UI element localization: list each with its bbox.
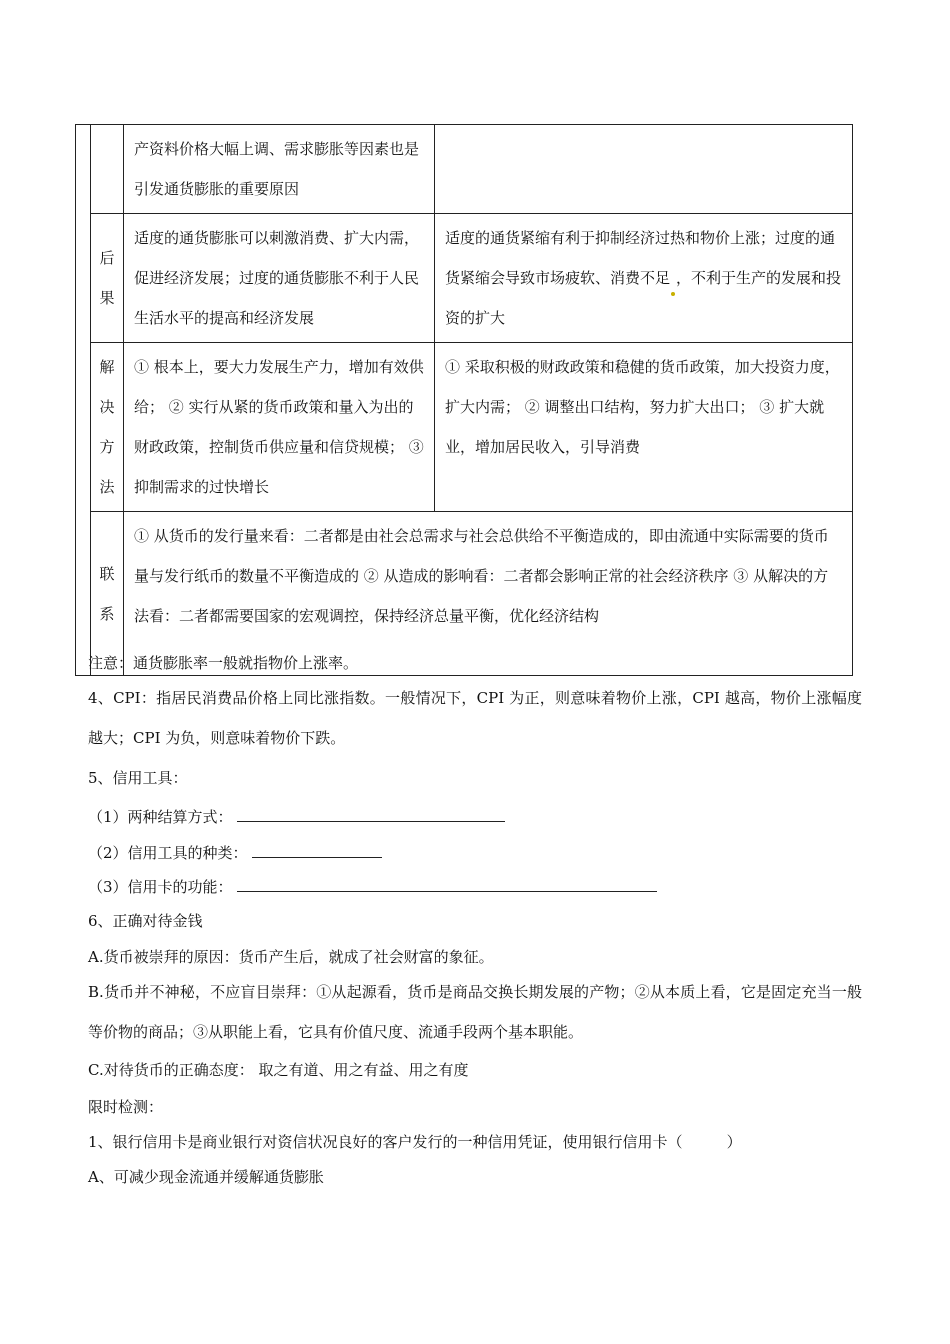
inflation-deflation-table: [75, 124, 853, 676]
money-heading: 6、正确对待金钱: [88, 912, 203, 930]
cell-causes-deflation: [435, 125, 853, 214]
money-point-b: B.货币并不神秘，不应盲目崇拜：①从起源看，货币是商品交换长期发展的产物；②从本质上看，它是固定充当一般等价物的商品；③从职能上看，它具有价值尺度、流通手段两个基本职能。: [88, 983, 862, 1041]
cell-causes-inflation: 产资料价格大幅上调、需求膨胀等因素也是引发通货膨胀的重要原因: [124, 125, 435, 214]
cell-consequences-inflation: 适度的通货膨胀可以刺激消费、扩大内需，促进经济发展；过度的通货膨胀不利于人民生活水平的提高和经济发展: [124, 214, 435, 343]
table-label-empty: [91, 125, 124, 214]
cell-solutions-deflation: ① 采取积极的财政政策和稳健的货币政策，加大投资力度，扩大内需； ② 调整出口结构，努力扩大出口； ③ 扩大就业，增加居民收入，引导消费: [435, 343, 853, 512]
answer-blank-3[interactable]: [237, 877, 657, 892]
answer-blank-1[interactable]: [237, 807, 505, 822]
table-row-consequences: [76, 214, 853, 343]
money-point-a: A.货币被崇拜的原因：货币产生后，就成了社会财富的象征。: [88, 948, 494, 966]
label-solutions: 解 决 方 法: [91, 343, 124, 512]
table-row-causes-continued: [76, 125, 853, 214]
cpi-paragraph: 4、CPI：指居民消费品价格上同比涨指数。一般情况下，CPI 为正，则意味着物价上涨，CPI 越高，物价上涨幅度越大；CPI 为负，则意味着物价下跌。: [88, 689, 862, 747]
stray-dot-mark: [671, 292, 675, 296]
test-heading: 限时检测：: [88, 1098, 164, 1116]
table-outer-column: [76, 125, 91, 676]
question-1-option-a[interactable]: A、可减少现金流通并缓解通货膨胀: [88, 1168, 324, 1186]
note-text: 注意：通货膨胀率一般就指物价上涨率。: [88, 654, 359, 672]
credit-item-1: （1）两种结算方式：: [88, 806, 505, 827]
label-relation: 联 系: [91, 512, 124, 676]
question-1-stem: 1、银行信用卡是商业银行对资信状况良好的客户发行的一种信用凭证，使用银行信用卡（ ）: [88, 1133, 742, 1151]
cell-relation: ① 从货币的发行量来看：二者都是由社会总需求与社会总供给不平衡造成的，即由流通中实际需要的货币量与发行纸币的数量不平衡造成的 ② 从造成的影响看：二者都会影响正常的社会经济秩序 ③ 从解决的方法看：二者都需要国家的宏观调控，保持经济总量平衡，优化经济结构: [124, 512, 853, 676]
credit-item-2: （2）信用工具的种类：: [88, 842, 382, 863]
answer-blank-2[interactable]: [252, 843, 382, 858]
credit-heading: 5、信用工具：: [88, 769, 188, 787]
credit-item-3: （3）信用卡的功能：: [88, 876, 657, 897]
cell-consequences-deflation: 适度的通货紧缩有利于抑制经济过热和物价上涨；过度的通货紧缩会导致市场疲软、消费不足 ，不利于生产的发展和投资的扩大: [435, 214, 853, 343]
table-row-relation: [76, 512, 853, 676]
money-point-c: C.对待货币的正确态度： 取之有道、用之有益、用之有度: [88, 1061, 469, 1079]
label-consequences: 后 果: [91, 214, 124, 343]
table-row-solutions: [76, 343, 853, 512]
cell-solutions-inflation: ① 根本上，要大力发展生产力，增加有效供给； ② 实行从紧的货币政策和量入为出的财政政策，控制货币供应量和信贷规模； ③ 抑制需求的过快增长: [124, 343, 435, 512]
